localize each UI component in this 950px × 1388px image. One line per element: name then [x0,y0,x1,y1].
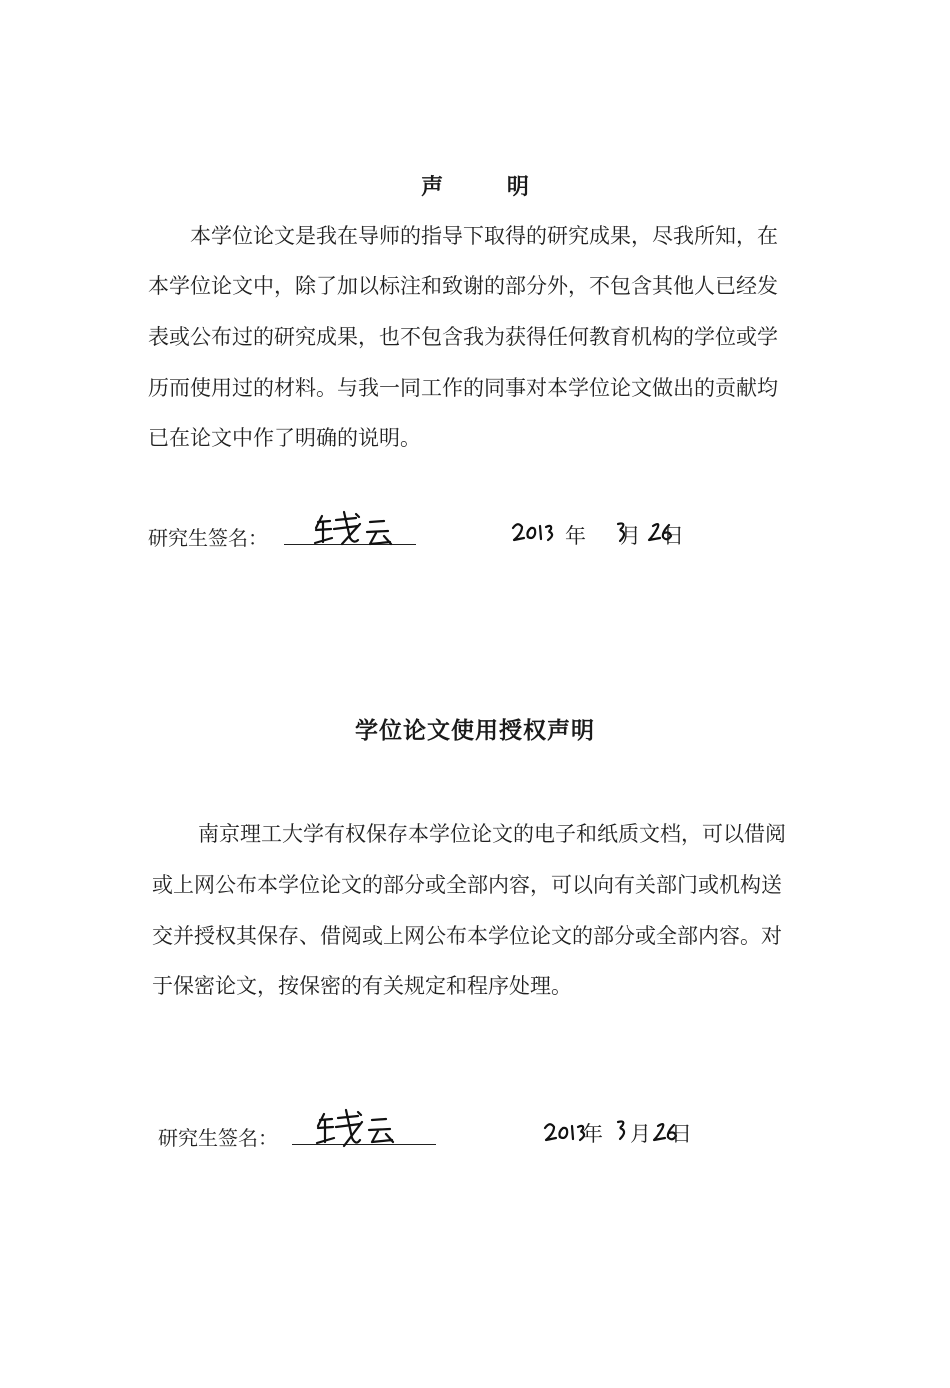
authorization-line-1: 南京理工大学有权保存本学位论文的电子和纸质文档，可以借阅 [198,822,786,846]
declaration-signature-label: 研究生签名： [148,526,268,550]
authorization-signature-label: 研究生签名： [158,1126,278,1150]
authorization-handwritten-signature [314,1106,404,1154]
authorization-title: 学位论文使用授权声明 [355,718,595,744]
authorization-date-month-unit: 月 [630,1122,651,1146]
declaration-title: 声 明 [421,175,557,200]
authorization-line-2: 或上网公布本学位论文的部分或全部内容，可以向有关部门或机构送 [152,873,782,897]
declaration-line-2: 本学位论文中，除了加以标注和致谢的部分外，不包含其他人已经发 [148,274,778,298]
declaration-signature-row [148,522,848,562]
declaration-date-month-unit: 月 [620,524,641,548]
authorization-date-day-unit: 日 [671,1122,692,1146]
declaration-date-day-unit: 日 [663,524,684,548]
declaration-handwritten-signature [312,508,402,552]
authorization-line-3: 交并授权其保存、借阅或上网公布本学位论文的部分或全部内容。对 [152,924,782,948]
declaration-line-4: 历而使用过的材料。与我一同工作的同事对本学位论文做出的贡献均 [148,376,778,400]
declaration-date-year-unit: 年 [565,524,586,548]
authorization-date-year-unit: 年 [582,1122,603,1146]
authorization-line-4: 于保密论文，按保密的有关规定和程序处理。 [152,974,572,998]
declaration-line-3: 表或公布过的研究成果，也不包含我为获得任何教育机构的学位或学 [148,325,778,349]
declaration-line-1: 本学位论文是我在导师的指导下取得的研究成果，尽我所知，在 [190,224,778,248]
authorization-signature-row [158,1122,858,1162]
declaration-line-5: 已在论文中作了明确的说明。 [148,426,421,450]
